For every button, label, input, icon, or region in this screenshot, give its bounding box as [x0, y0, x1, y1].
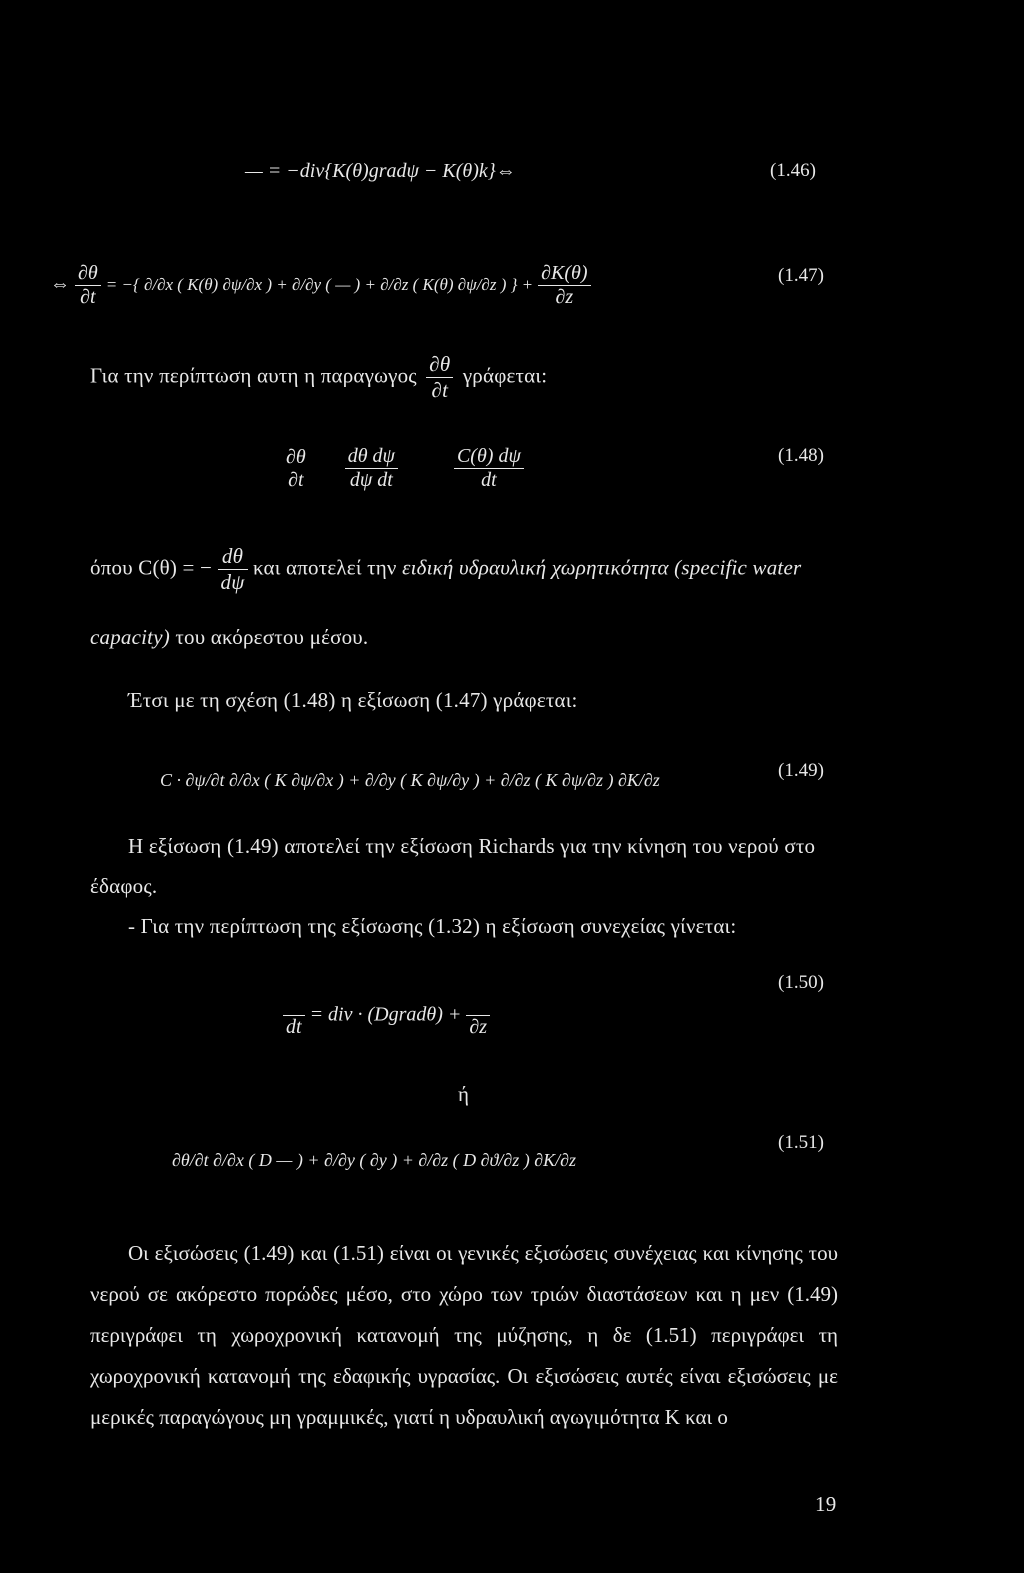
case-line: - Για την περίπτωση της εξίσωσης (1.32) η εξίσωση συνεχείας γίνεται:	[128, 914, 737, 938]
capacity-emphasis: capacity)	[90, 625, 170, 649]
derivative-intro-text: Για την περίπτωση αυτη η παραγωγος	[90, 363, 417, 388]
e50-lhs-den: dt	[286, 1016, 302, 1038]
richards-line-1: Η εξίσωση (1.49) αποτελεί την εξίσωση Richards για την κίνηση του νερού στο	[128, 834, 816, 858]
e48-b-den: dψ dt	[349, 469, 393, 491]
where-mid: και αποτελεί την	[252, 555, 397, 580]
derivative-num: ∂θ	[426, 352, 453, 378]
e48-a-num: ∂θ	[286, 445, 306, 468]
where-line	[90, 544, 801, 595]
where-prefix: όπου C(θ) = −	[90, 555, 213, 580]
derivative-outro-text: γράφεται:	[462, 363, 548, 388]
e48-c-den: dt	[481, 469, 497, 491]
equation-number-1-46: (1.46)	[770, 160, 816, 181]
e47-rhs-den: ∂z	[555, 286, 574, 308]
equation-number-1-50: (1.50)	[778, 972, 824, 993]
where-emphasis: ειδική υδραυλική χωρητικότητα (specific water	[402, 555, 802, 580]
where-num: dθ	[218, 544, 248, 570]
equation-number-1-48: (1.48)	[778, 445, 824, 466]
equation-number-1-49: (1.49)	[778, 760, 824, 781]
thus-line: Έτσι με τη σχέση (1.48) η εξίσωση (1.47) γράφεται:	[128, 688, 578, 712]
equation-1-50	[283, 993, 490, 1039]
final-paragraph: Οι εξισώσεις (1.49) και (1.51) είναι οι γενικές εξισώσεις συνέχειας και κίνησης του νερού σε ακόρεστο πορώδες μέσο, στο χώρο των τριών διαστάσεων και η μεν (1.49) περιγράφει τη χωροχρονική κατανομή της μύζησης, η δε (1.51) περιγράφει τη χωροχρονική κατανομή της εδαφικής υγρασίας. Οι εξισώσεις αυτές είναι εξισώσεις με μερικές παραγώγους μη γραμμικές, γιατί η υδραυλική αγωγιμότητα Κ και ο	[90, 1241, 838, 1429]
derivative-intro-line	[90, 352, 547, 403]
equivalence-arrow: ⇔	[50, 273, 70, 296]
e50-rhs-den: ∂z	[469, 1016, 488, 1038]
capacity-rest: του ακόρεστου μέσου.	[175, 625, 369, 649]
equation-1-49: C · ∂ψ/∂t ∂/∂x ( K ∂ψ/∂x ) + ∂/∂y ( K ∂ψ/∂y ) + ∂/∂z ( K ∂ψ/∂z ) ∂K/∂z	[160, 770, 660, 790]
capacity-line	[90, 625, 368, 650]
derivative-den: ∂t	[431, 378, 449, 402]
e47-body: = −{ ∂/∂x ( K(θ) ∂ψ/∂x ) + ∂/∂y ( — ) + ∂/∂z ( K(θ) ∂ψ/∂z ) } +	[105, 275, 534, 295]
e48-a-den: ∂t	[288, 468, 304, 491]
where-den: dψ	[220, 570, 245, 594]
equation-1-51: ∂θ/∂t ∂/∂x ( D — ) + ∂/∂y ( ∂y ) + ∂/∂z ( D ∂ϑ/∂z ) ∂K/∂z	[172, 1150, 577, 1170]
equation-1-46: — = −div{K(θ)gradψ − K(θ)k}⇔	[245, 160, 516, 182]
e48-c-num: C(θ) dψ	[454, 445, 524, 469]
equation-number-1-51: (1.51)	[778, 1132, 824, 1153]
equation-number-1-47: (1.47)	[778, 265, 824, 286]
or-word: ή	[458, 1082, 470, 1106]
equation-1-48	[283, 445, 524, 492]
e50-lhs-num	[283, 993, 305, 1016]
e50-body: = div · (Dgradθ) +	[309, 1003, 462, 1026]
e48-b-num: dθ dψ	[345, 445, 398, 469]
page-number: 19	[815, 1492, 837, 1516]
equation-1-47	[50, 262, 591, 309]
e50-rhs-num	[466, 993, 490, 1016]
richards-line-2: έδαφος.	[90, 874, 158, 898]
e47-rhs-num: ∂K(θ)	[538, 262, 590, 286]
e47-lhs-num: ∂θ	[75, 262, 101, 286]
e47-lhs-den: ∂t	[80, 286, 96, 308]
